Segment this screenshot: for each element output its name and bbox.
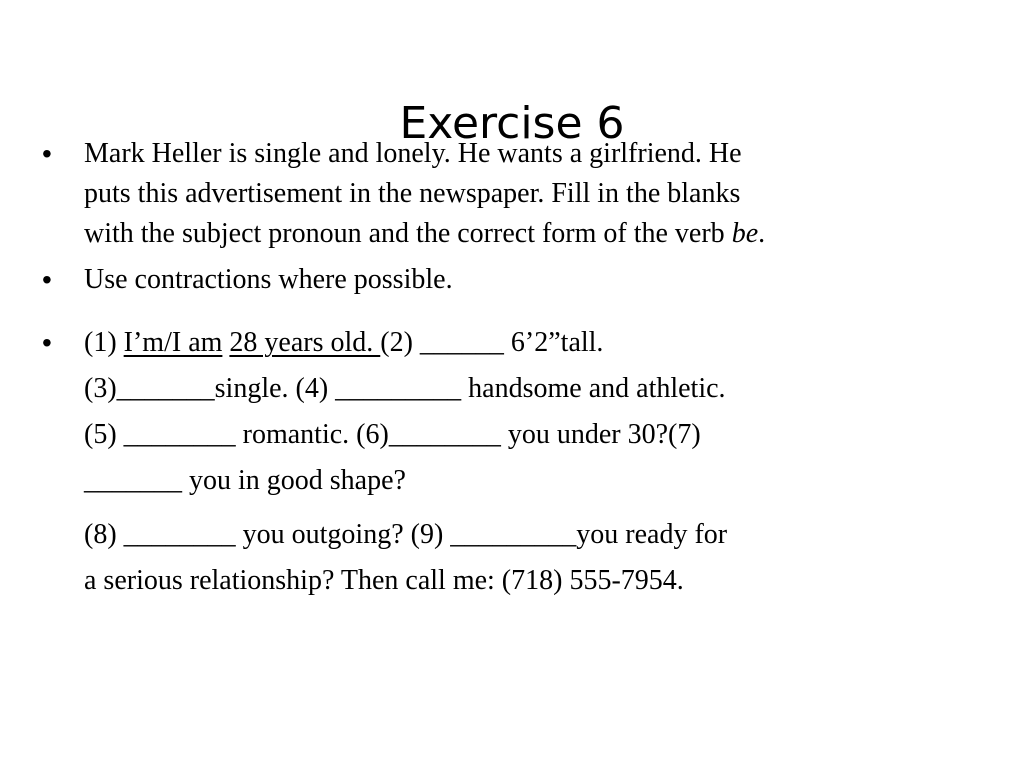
answer-1: I’m/I am	[123, 327, 223, 358]
ad-line-5: (8) ________ you outgoing? (9) _________you ready for	[84, 519, 728, 550]
contractions-text: Use contractions where possible.	[84, 264, 453, 295]
instruction-period: .	[758, 218, 766, 249]
bullet-dot-icon: •	[42, 327, 52, 358]
ad-line-1	[84, 320, 982, 366]
bullet-item-advertisement	[42, 320, 982, 604]
ad-line-2: (3)_______single. (4) _________ handsome and athletic.	[84, 373, 726, 404]
bullet-item-instructions	[42, 134, 982, 254]
bullet-dot-icon: •	[42, 138, 52, 169]
blank-number-1: (1)	[84, 327, 124, 358]
bullet-item-contractions	[42, 260, 982, 300]
answer-age: 28 years old.	[229, 327, 381, 358]
ad-line-3: (5) ________ romantic. (6)________ you under 30?(7)	[84, 419, 701, 450]
instruction-line-1: Mark Heller is single and lonely. He wants a girlfriend. He	[84, 138, 742, 169]
slide-title: Exercise 6	[399, 98, 625, 150]
verb-be: be	[731, 218, 759, 249]
instruction-line-3	[84, 214, 982, 254]
ad-line-1-rest: (2) ______ 6’2”tall.	[380, 327, 604, 358]
ad-line-6: a serious relationship? Then call me: (718) 555-7954.	[84, 565, 684, 596]
instruction-line-2: puts this advertisement in the newspaper. Fill in the blanks	[84, 178, 741, 209]
bullet-dot-icon: •	[42, 264, 52, 295]
ad-paragraph-2	[84, 512, 982, 604]
instruction-line-3-text: with the subject pronoun and the correct form of the verb	[84, 218, 732, 249]
ad-line-4: _______ you in good shape?	[84, 465, 406, 496]
bullet-list	[42, 134, 982, 604]
